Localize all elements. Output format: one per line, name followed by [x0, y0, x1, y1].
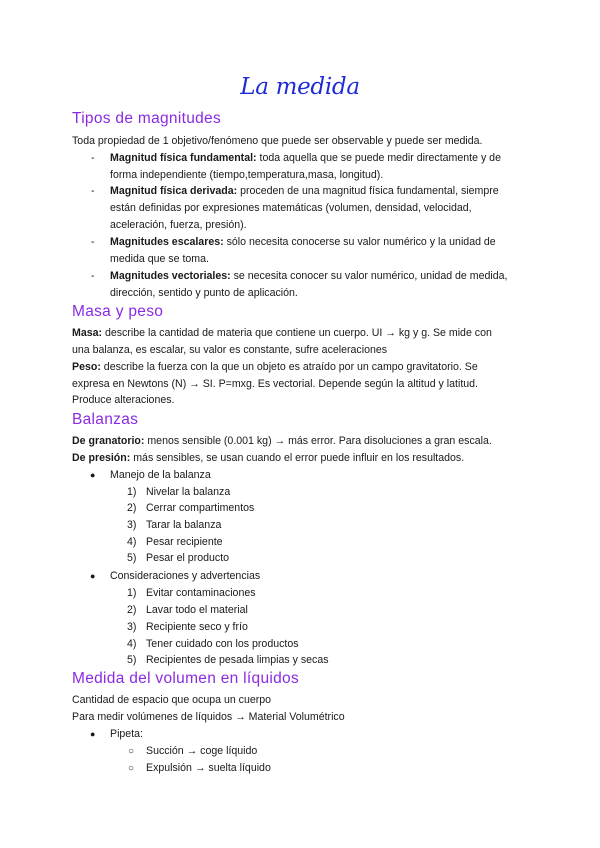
peso-paragraph-cont: expresa en Newtons (N) → SI. P=mxg. Es vectorial. Depende según la altitud y latitud.: [72, 378, 478, 390]
list-item-escalares: [110, 236, 496, 249]
list-item-derivada-cont: están definidas por expresiones matemáticas (volumen, densidad, velocidad,: [110, 202, 472, 214]
step-number: 1): [127, 486, 137, 498]
pipeta-sub-item: Expulsión → suelta líquido: [146, 762, 271, 774]
manejo-step: Pesar el producto: [146, 552, 230, 564]
group-label-manejo: Manejo de la balanza: [110, 469, 211, 481]
consideraciones-step: Evitar contaminaciones: [146, 587, 256, 599]
dash-marker: -: [91, 236, 95, 248]
heading-medida-volumen: Medida del volumen en líquidos: [72, 670, 299, 687]
step-number: 5): [127, 552, 137, 564]
page-title: La medida: [240, 74, 360, 100]
volumen-line: Para medir volúmenes de líquidos → Material Volumétrico: [72, 711, 345, 723]
circle-marker: ○: [128, 746, 135, 757]
bullet-marker: ●: [90, 571, 96, 581]
step-number: 1): [127, 587, 137, 599]
list-item-fundamental-cont: forma independiente (tiempo,temperatura,masa, longitud).: [110, 169, 384, 181]
list-item-derivada: [110, 185, 499, 198]
heading-tipos-de-magnitudes: Tipos de magnitudes: [72, 110, 222, 127]
step-number: 3): [127, 621, 137, 633]
list-item-escalares-cont: medida que se toma.: [110, 253, 209, 265]
term: Magnitudes escalares:: [110, 236, 224, 248]
manejo-step: Nivelar la balanza: [146, 486, 231, 498]
pipeta-sub-item: Succión → coge líquido: [146, 745, 258, 757]
manejo-step: Cerrar compartimentos: [146, 502, 255, 514]
consideraciones-step: Recipiente seco y frío: [146, 621, 248, 633]
list-item-vectoriales-cont: dirección, sentido y punto de aplicación.: [110, 287, 298, 299]
peso-paragraph-cont: Produce alteraciones.: [72, 394, 175, 406]
dash-marker: -: [91, 270, 95, 282]
heading-balanzas: Balanzas: [72, 411, 139, 428]
peso-paragraph: [72, 361, 478, 374]
term: Magnitud física fundamental:: [110, 152, 257, 164]
step-number: 2): [127, 502, 137, 514]
consideraciones-step: Tener cuidado con los productos: [146, 638, 299, 650]
granatorio-paragraph: [72, 435, 492, 448]
text: proceden de una magnitud física fundamental, siempre: [237, 185, 499, 197]
consideraciones-step: Lavar todo el material: [146, 604, 248, 616]
bullet-marker: ●: [90, 470, 96, 480]
masa-paragraph-cont: una balanza, es escalar, su valor es constante, sufre aceleraciones: [72, 344, 388, 356]
term: Magnitud física derivada:: [110, 185, 238, 197]
step-number: 2): [127, 604, 137, 616]
term: De granatorio:: [72, 435, 145, 447]
text: más sensibles, se usan cuando el error puede influir en los resultados.: [130, 452, 465, 464]
text: describe la cantidad de materia que contiene un cuerpo. UI → kg y g. Se mide con: [102, 327, 492, 339]
list-item-vectoriales: [110, 270, 507, 283]
list-item-derivada-cont: aceleración, fuerza, presión).: [110, 219, 247, 231]
heading-masa-y-peso: Masa y peso: [72, 303, 164, 320]
pipeta-label: Pipeta:: [110, 728, 143, 740]
term: De presión:: [72, 452, 131, 464]
step-number: 4): [127, 536, 137, 548]
dash-marker: -: [91, 152, 95, 164]
dash-marker: -: [91, 185, 95, 197]
text: toda aquella que se puede medir directamente y de: [256, 152, 501, 164]
bullet-marker: ●: [90, 729, 96, 739]
term: Masa:: [72, 327, 103, 339]
manejo-step: Tarar la balanza: [146, 519, 222, 531]
consideraciones-step: Recipientes de pesada limpias y secas: [146, 654, 329, 666]
text: describe la fuerza con la que un objeto es atraído por un campo gravitatorio. Se: [100, 361, 478, 373]
group-label-consideraciones: Consideraciones y advertencias: [110, 570, 261, 582]
text: menos sensible (0.001 kg) → más error. Para disoluciones a gran escala.: [144, 435, 492, 447]
text: se necesita conocer su valor numérico, unidad de medida,: [230, 270, 508, 282]
step-number: 5): [127, 654, 137, 666]
list-item-fundamental: [110, 152, 501, 165]
term: Peso:: [72, 361, 101, 373]
tipos-intro: Toda propiedad de 1 objetivo/fenómeno que puede ser observable y puede ser medida.: [72, 135, 483, 147]
masa-paragraph: [72, 327, 492, 340]
presion-paragraph: [72, 452, 464, 465]
circle-marker: ○: [128, 763, 135, 774]
step-number: 4): [127, 638, 137, 650]
volumen-line: Cantidad de espacio que ocupa un cuerpo: [72, 694, 272, 706]
term: Magnitudes vectoriales:: [110, 270, 231, 282]
step-number: 3): [127, 519, 137, 531]
manejo-step: Pesar recipiente: [146, 536, 223, 548]
text: sólo necesita conocerse su valor numérico y la unidad de: [223, 236, 496, 248]
